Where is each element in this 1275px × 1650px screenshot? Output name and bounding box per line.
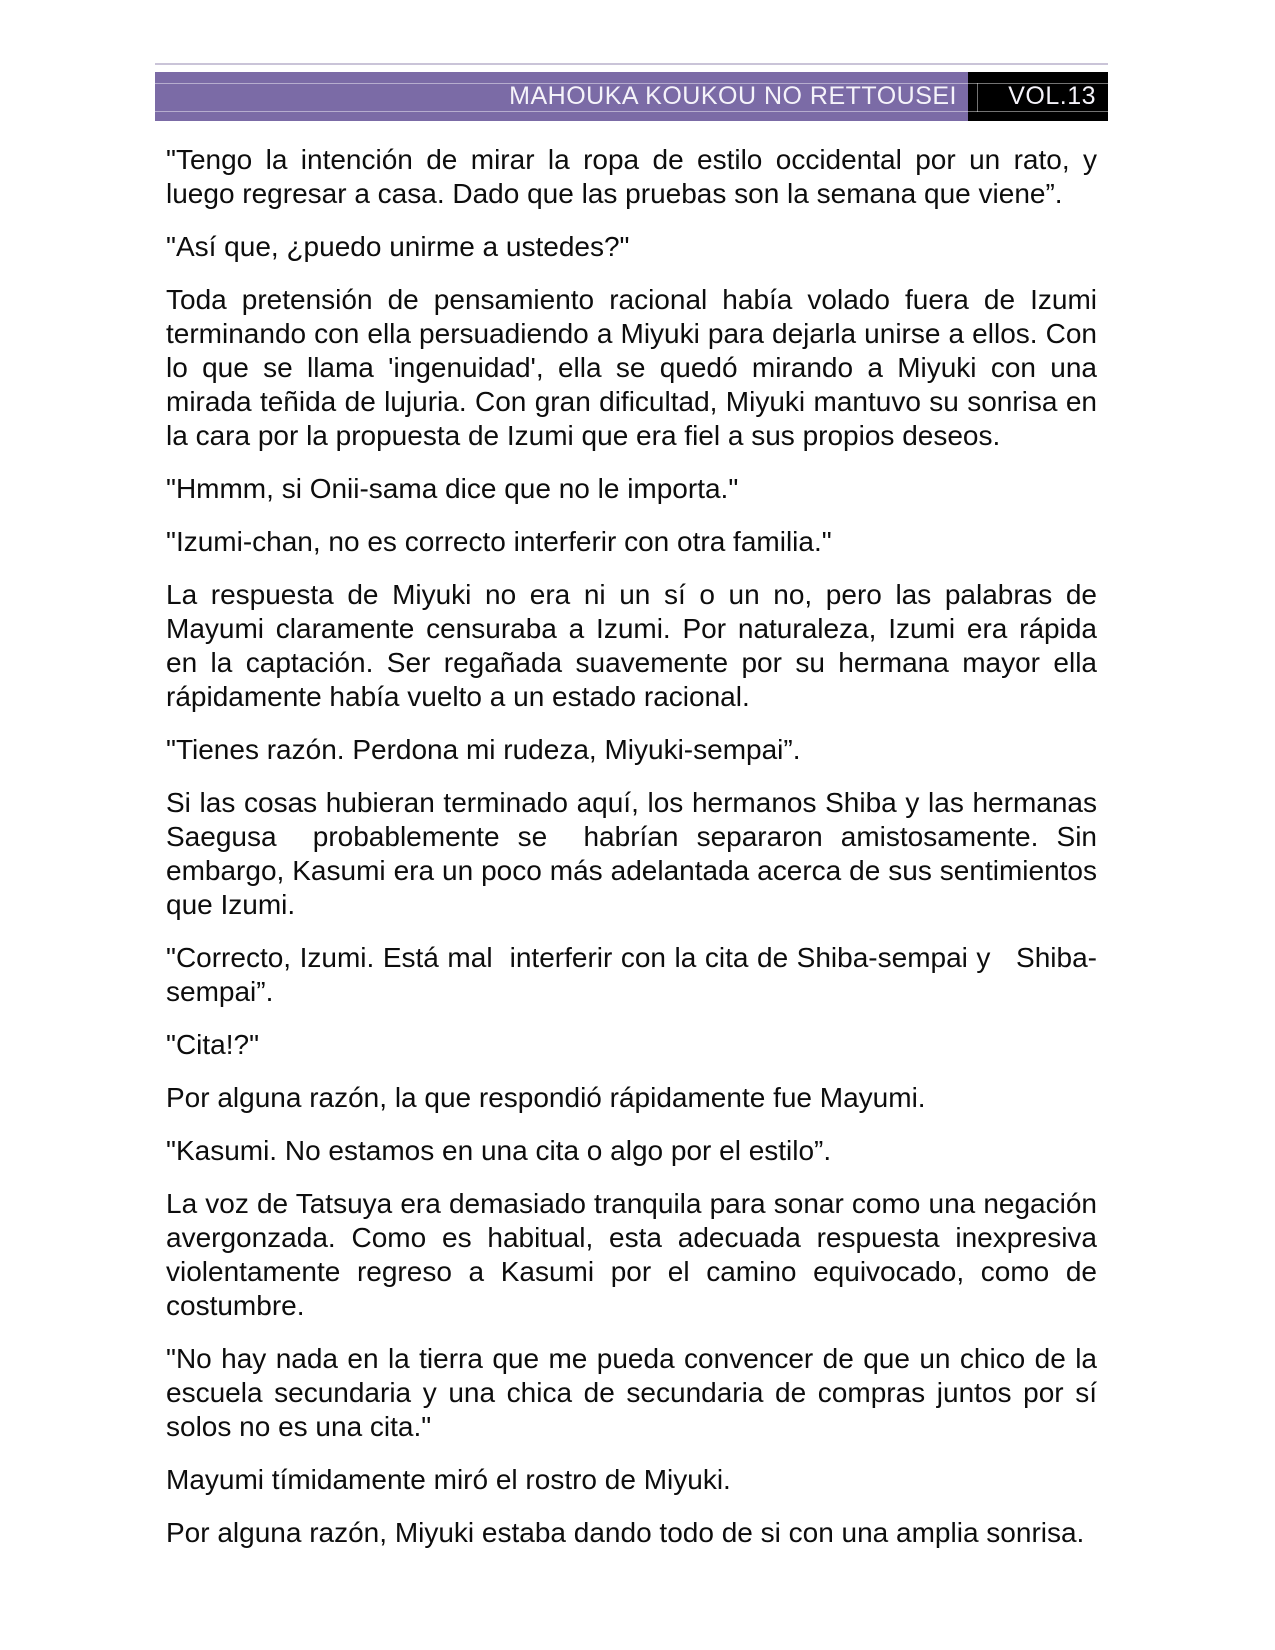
paragraph: Por alguna razón, la que respondió rápidamente fue Mayumi.	[166, 1082, 926, 1113]
paragraph: La voz de Tatsuya era demasiado tranquila para sonar como una negación avergonzada. Como es habitual, esta adecuada respuesta inexpresiva violentamente regreso a Kasumi por el camino equivocado, como de costumbre.	[166, 1188, 1105, 1321]
paragraph: "Kasumi. No estamos en una cita o algo por el estilo”.	[166, 1135, 832, 1166]
paragraph: La respuesta de Miyuki no era ni un sí o un no, pero las palabras de Mayumi claramente censuraba a Izumi. Por naturaleza, Izumi era rápida en la captación. Ser regañada suavemente por su hermana mayor ella rápidamente había vuelto a un estado racional.	[166, 579, 1105, 712]
paragraph: "Hmmm, si Onii-sama dice que no le importa."	[166, 473, 739, 504]
paragraph: "Así que, ¿puedo unirme a ustedes?"	[166, 231, 630, 262]
paragraph: "Tengo la intención de mirar la ropa de estilo occidental por un rato, y luego regresar a casa. Dado que las pruebas son la semana que viene”.	[166, 144, 1105, 209]
header-title: MAHOUKA KOUKOU NO RETTOUSEI	[509, 82, 957, 110]
header-bar	[155, 72, 1108, 121]
paragraph: Si las cosas hubieran terminado aquí, los hermanos Shiba y las hermanas Saegusa probablemente se habrían separaron amistosamente. Sin embargo, Kasumi era un poco más adelantada acerca de sus sentimientos que Izumi.	[166, 787, 1105, 920]
paragraph: "Correcto, Izumi. Está mal interferir con la cita de Shiba-sempai y Shiba-sempai”.	[166, 942, 1097, 1007]
paragraph: Mayumi tímidamente miró el rostro de Miyuki.	[166, 1464, 731, 1495]
paragraph: "Izumi-chan, no es correcto interferir con otra familia."	[166, 526, 832, 557]
paragraph: Toda pretensión de pensamiento racional había volado fuera de Izumi terminando con ella persuadiendo a Miyuki para dejarla unirse a ellos. Con lo que se llama 'ingenuidad', ella se quedó mirando a Miyuki con una mirada teñida de lujuria. Con gran dificultad, Miyuki mantuvo su sonrisa en la cara por la propuesta de Izumi que era fiel a sus propios deseos.	[166, 284, 1105, 451]
volume-badge: VOL.13	[968, 72, 1108, 121]
paragraph: "Cita!?"	[166, 1029, 260, 1060]
paragraph: "No hay nada en la tierra que me pueda convencer de que un chico de la escuela secundaria y una chica de secundaria de compras juntos por sí solos no es una cita."	[166, 1343, 1105, 1442]
paragraph: "Tienes razón. Perdona mi rudeza, Miyuki-sempai”.	[166, 734, 801, 765]
paragraph: Por alguna razón, Miyuki estaba dando todo de si con una amplia sonrisa.	[166, 1517, 1085, 1548]
page-body	[166, 143, 1105, 1569]
header-top-rule	[155, 63, 1108, 65]
